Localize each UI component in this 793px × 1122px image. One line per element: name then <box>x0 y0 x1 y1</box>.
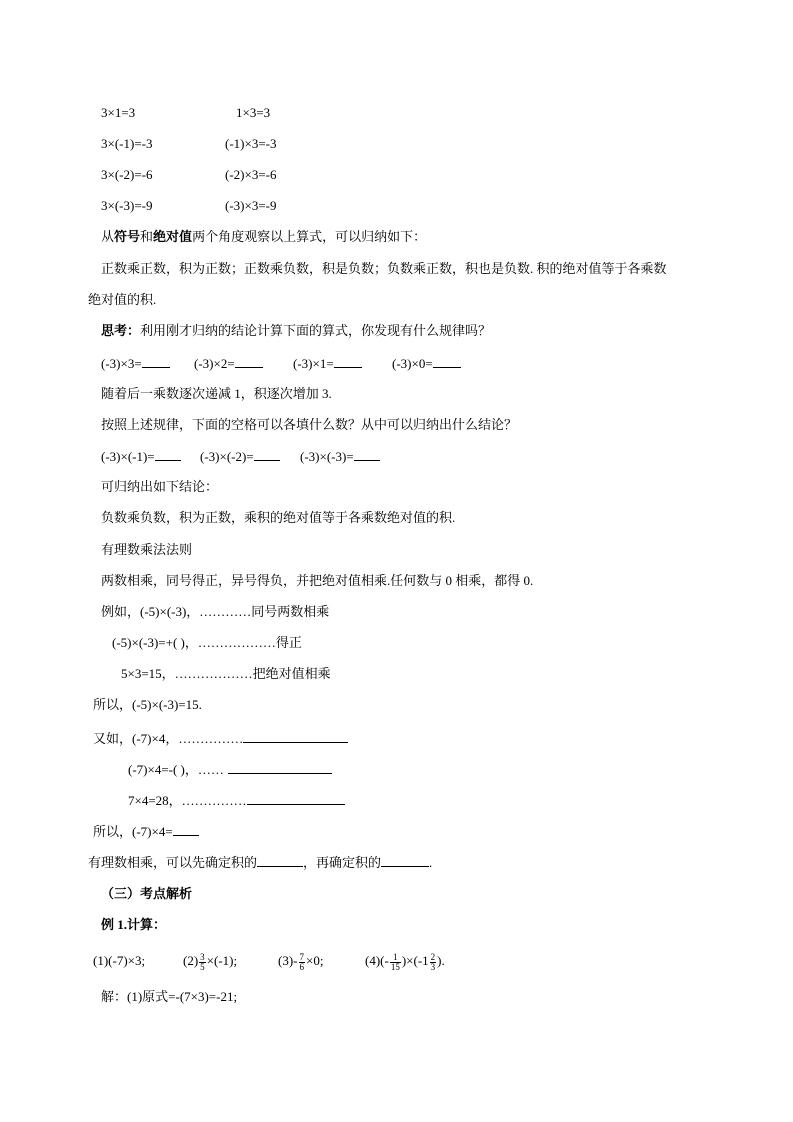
law-title: 有理数乘法法则 <box>101 542 193 557</box>
observe-line: 从符号和绝对值两个角度观察以上算式，可以归纳如下： <box>101 229 427 244</box>
bold-sign: 符号 <box>114 229 141 244</box>
series2-c: (-3)×(-3)= <box>300 448 380 465</box>
solution-line: 解：(1)原式=-(7×3)=-21; <box>101 989 238 1004</box>
answer-blank[interactable] <box>243 730 348 743</box>
answer-blank[interactable] <box>142 355 170 368</box>
fraction: $\frac{3}{5}$ <box>200 951 205 972</box>
series2-a: (-3)×(-1)= <box>101 448 181 465</box>
section-title: （三）考点解析 <box>101 886 193 901</box>
fraction: $\frac{1}{15}$ <box>390 951 400 972</box>
example-label: 例 1. <box>101 917 128 932</box>
pattern-line: 随着后一乘数逐次递减 1，积逐次增加 3. <box>101 386 332 401</box>
ex1-line2: (-5)×(-3)=+( )，………………得正 <box>112 635 302 650</box>
example-r2b: (-1)×3=-3 <box>225 136 277 151</box>
series1-b: (-3)×2= <box>194 355 263 372</box>
series2-b: (-3)×(-2)= <box>200 448 280 465</box>
answer-blank[interactable] <box>247 792 345 805</box>
conclude-intro: 可归纳出如下结论： <box>101 479 219 494</box>
problem-1: (1)(-7)×3; <box>93 953 146 968</box>
answer-blank[interactable] <box>334 355 362 368</box>
ex2-line4: 所以，(-7)×4= <box>93 823 199 840</box>
summary-line: 有理数相乘，可以先确定积的 ，再确定积的 . <box>88 855 433 870</box>
answer-blank[interactable] <box>235 355 263 368</box>
ex1-line3: 5×3=15，………………把绝对值相乘 <box>121 666 331 681</box>
example-r1a: 3×1=3 <box>101 105 136 120</box>
ex2-line1: 又如，(-7)×4，…………… <box>93 730 348 747</box>
fraction: $\frac{7}{6}$ <box>299 951 304 972</box>
conclude-line: 负数乘负数，积为正数，乘积的绝对值等于各乘数绝对值的积. <box>101 510 456 525</box>
series1-a: (-3)×3= <box>101 355 170 372</box>
example-r2a: 3×(-1)=-3 <box>101 136 153 151</box>
rule1-line2: 绝对值的积. <box>88 292 157 307</box>
problem-2: (2) $\frac{3}{5}$ ×(-1); <box>183 951 238 972</box>
question-line: 按照上述规律，下面的空格可以各填什么数？从中可以归纳出什么结论？ <box>101 417 518 432</box>
problem-3: (3)- $\frac{7}{6}$ ×0; <box>278 951 324 972</box>
example-r4a: 3×(-3)=-9 <box>101 198 153 213</box>
problem-4: (4)(- $\frac{1}{15}$ )×(-1 $\frac{2}{3}$ ). <box>365 951 445 972</box>
ex1-line4: 所以，(-5)×(-3)=15. <box>93 697 202 712</box>
rule1-line1: 正数乘正数，积为正数；正数乘负数，积是负数；负数乘正数，积也是负数. 积的绝对值等于各乘数 <box>101 261 667 276</box>
example-r3a: 3×(-2)=-6 <box>101 167 153 182</box>
answer-blank[interactable] <box>354 448 380 461</box>
answer-blank[interactable] <box>155 448 181 461</box>
example-heading: 例 1.计算： <box>101 917 167 932</box>
bold-absolute: 绝对值 <box>153 229 193 244</box>
answer-blank[interactable] <box>381 854 429 867</box>
answer-blank[interactable] <box>257 854 303 867</box>
answer-blank[interactable] <box>228 761 332 774</box>
think-label: 思考： <box>101 323 141 338</box>
ex2-line2: (-7)×4=-( )，…… <box>128 761 332 778</box>
ex2-line3: 7×4=28，…………… <box>128 792 345 809</box>
example-r3b: (-2)×3=-6 <box>225 167 277 182</box>
answer-blank[interactable] <box>433 355 461 368</box>
example-r4b: (-3)×3=-9 <box>225 198 277 213</box>
think-line: 思考：利用刚才归纳的结论计算下面的算式，你发现有什么规律吗？ <box>101 323 492 338</box>
fraction: $\frac{2}{3}$ <box>430 951 436 972</box>
answer-blank[interactable] <box>173 823 199 836</box>
series1-d: (-3)×0= <box>392 355 461 372</box>
series1-c: (-3)×1= <box>293 355 362 372</box>
law-line: 两数相乘，同号得正，异号得负，并把绝对值相乘.任何数与 0 相乘，都得 0. <box>101 573 534 588</box>
answer-blank[interactable] <box>254 448 280 461</box>
ex1-line1: 例如，(-5)×(-3)，…………同号两数相乘 <box>101 604 330 619</box>
example-r1b: 1×3=3 <box>236 105 271 120</box>
